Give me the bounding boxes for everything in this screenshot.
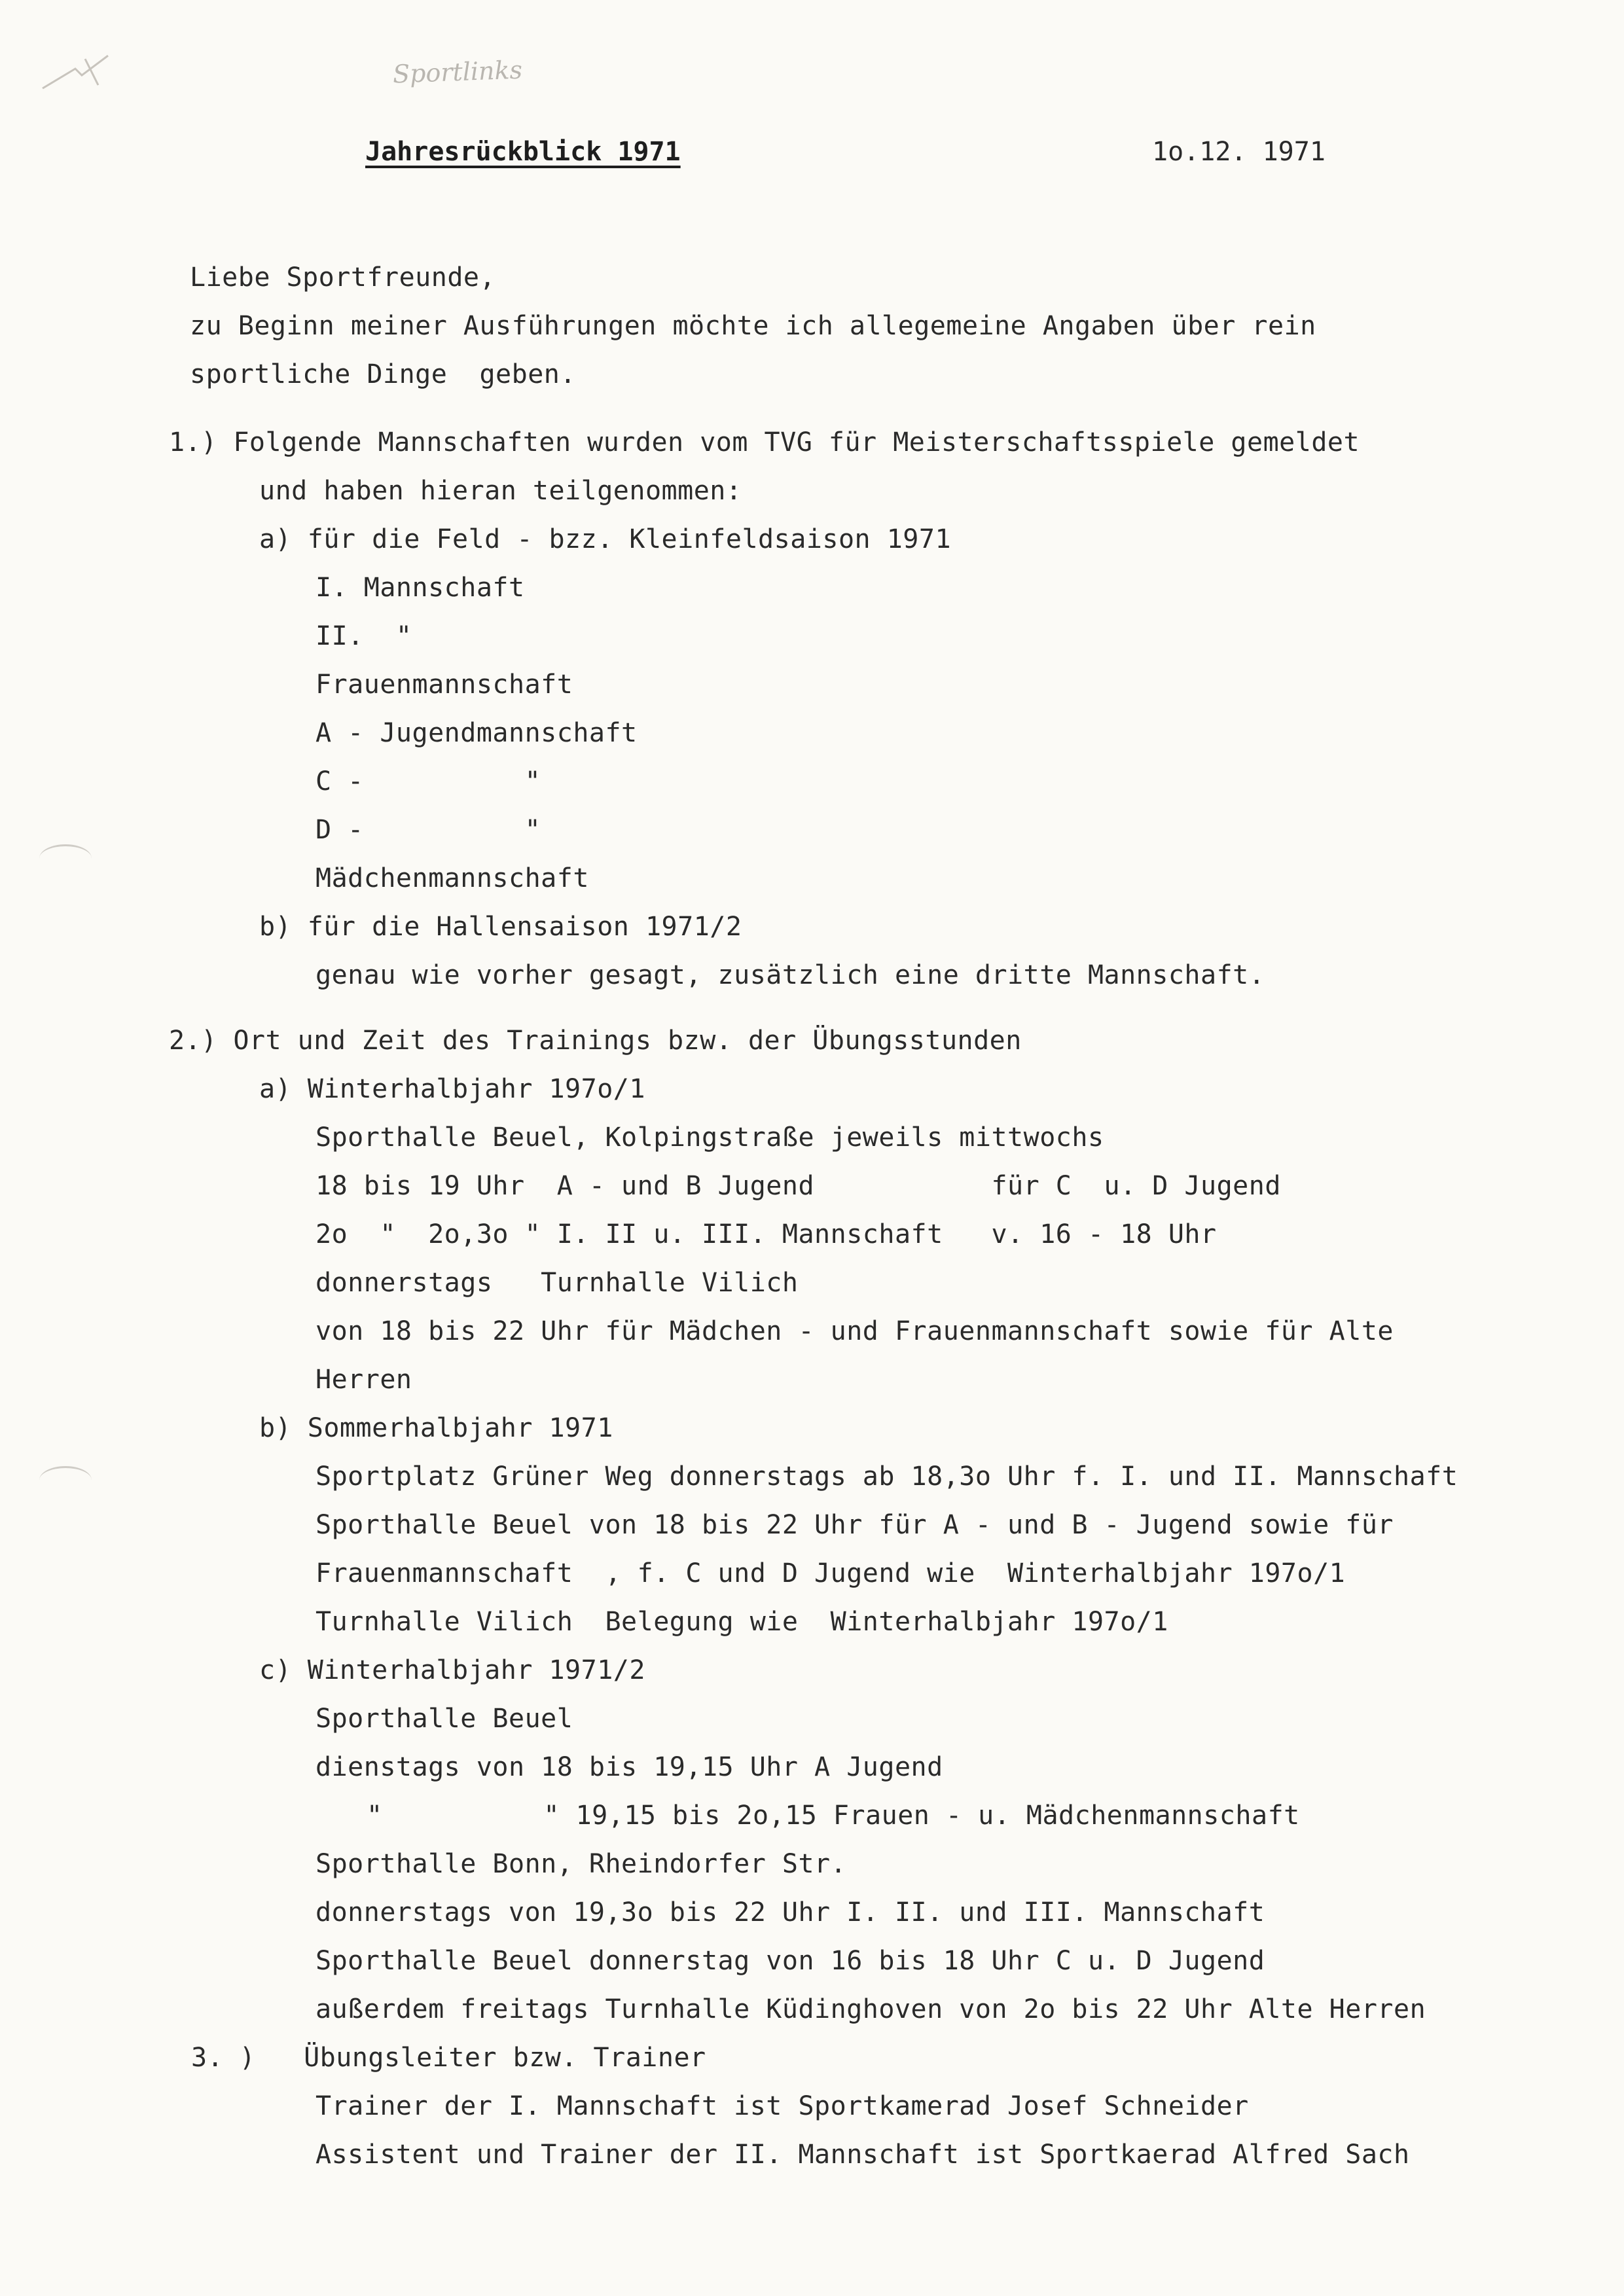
section-1-heading: 1.) Folgende Mannschaften wurden vom TVG für Meisterschaftsspiele gemeldet (169, 427, 1360, 457)
list-item: A - Jugendmannschaft (316, 718, 638, 748)
schedule-line: Turnhalle Vilich Belegung wie Winterhalbjahr 197o/1 (316, 1607, 1168, 1637)
schedule-line: Sporthalle Bonn, Rheindorfer Str. (316, 1849, 847, 1879)
list-item: I. Mannschaft (316, 573, 525, 603)
subsection-heading: b) Sommerhalbjahr 1971 (259, 1413, 613, 1443)
subsection-heading: b) für die Hallensaison 1971/2 (259, 912, 742, 942)
body-line: Trainer der I. Mannschaft ist Sportkamerad Josef Schneider (316, 2091, 1249, 2121)
schedule-line: Herren (316, 1365, 412, 1395)
schedule-line: Sporthalle Beuel, Kolpingstraße jeweils mittwochs (316, 1122, 1104, 1153)
schedule-line: von 18 bis 22 Uhr für Mädchen - und Frauenmannschaft sowie für Alte (316, 1316, 1394, 1346)
schedule-line: Sporthalle Beuel von 18 bis 22 Uhr für A - und B - Jugend sowie für (316, 1510, 1394, 1540)
schedule-line: donnerstags Turnhalle Vilich (316, 1268, 799, 1298)
schedule-line: 2o " 2o,3o " I. II u. III. Mannschaft v. 16 - 18 Uhr (316, 1219, 1217, 1249)
section-3-heading: 3. ) Übungsleiter bzw. Trainer (191, 2043, 706, 2073)
list-item: II. " (316, 621, 412, 651)
list-item: Frauenmannschaft (316, 670, 573, 700)
schedule-line: " " 19,15 bis 2o,15 Frauen - u. Mädchenmannschaft (367, 1801, 1300, 1831)
schedule-line: dienstags von 18 bis 19,15 Uhr A Jugend (316, 1752, 943, 1782)
section-2-heading: 2.) Ort und Zeit des Trainings bzw. der Übungsstunden (169, 1026, 1022, 1056)
schedule-line: Sportplatz Grüner Weg donnerstags ab 18,3o Uhr f. I. und II. Mannschaft (316, 1462, 1458, 1492)
list-item: C - " (316, 766, 541, 797)
schedule-line: außerdem freitags Turnhalle Küdinghoven von 2o bis 22 Uhr Alte Herren (316, 1994, 1426, 2024)
punch-hole-mark (39, 844, 92, 872)
schedule-line: 18 bis 19 Uhr A - und B Jugend für C u. D Jugend (316, 1171, 1281, 1201)
schedule-line: Sporthalle Beuel (316, 1704, 573, 1734)
handwritten-annotation: Sportlinks (392, 55, 523, 89)
punch-hole-mark (39, 1466, 92, 1494)
schedule-line: Frauenmannschaft , f. C und D Jugend wie Winterhalbjahr 197o/1 (316, 1558, 1346, 1588)
list-item: D - " (316, 815, 541, 845)
list-item: Mädchenmannschaft (316, 863, 589, 893)
subsection-heading: c) Winterhalbjahr 1971/2 (259, 1655, 645, 1685)
body-line: sportliche Dinge geben. (190, 359, 576, 389)
subsection-heading: a) für die Feld - bzz. Kleinfeldsaison 1971 (259, 524, 952, 554)
body-line: zu Beginn meiner Ausführungen möchte ich allegemeine Angaben über rein (190, 311, 1316, 341)
document-title: Jahresrückblick 1971 (365, 137, 681, 167)
schedule-line: donnerstags von 19,3o bis 22 Uhr I. II. und III. Mannschaft (316, 1897, 1265, 1928)
document-date: 1o.12. 1971 (1152, 137, 1326, 167)
salutation: Liebe Sportfreunde, (190, 262, 496, 293)
body-line: genau wie vorher gesagt, zusätzlich eine dritte Mannschaft. (316, 960, 1265, 990)
subsection-heading: a) Winterhalbjahr 197o/1 (259, 1074, 645, 1104)
margin-scribble-mark (36, 39, 128, 98)
body-line: Assistent und Trainer der II. Mannschaft ist Sportkaerad Alfred Sach (316, 2140, 1410, 2170)
schedule-line: Sporthalle Beuel donnerstag von 16 bis 18 Uhr C u. D Jugend (316, 1946, 1265, 1976)
body-line: und haben hieran teilgenommen: (259, 476, 742, 506)
